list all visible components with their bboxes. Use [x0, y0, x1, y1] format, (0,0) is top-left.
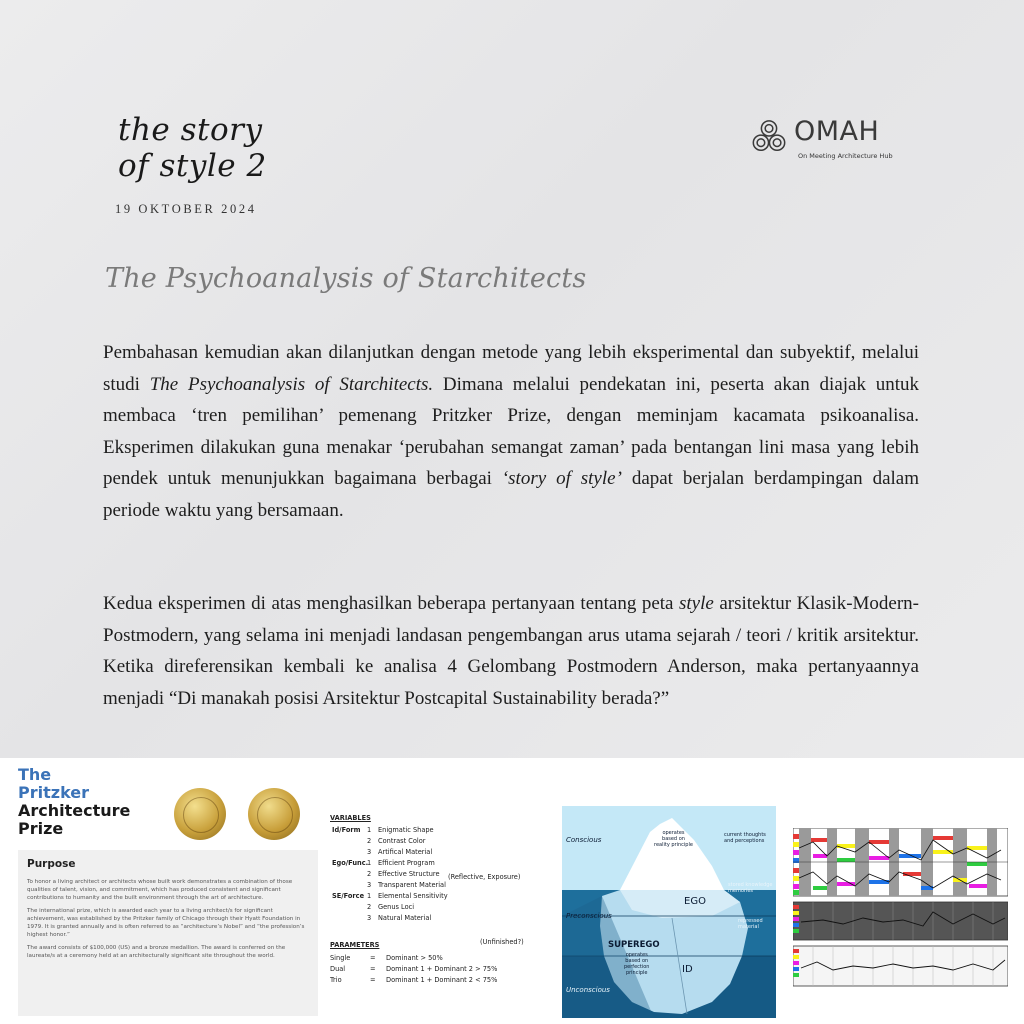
p1-text-e: dapat berjalan berdampingan dalam periode waktu yang bersamaan.: [103, 468, 919, 521]
var-item: Contrast Color: [378, 837, 426, 845]
label-preconscious: Preconscious: [566, 912, 612, 920]
var-row: [330, 914, 530, 924]
var-index: 1: [367, 826, 372, 834]
series-title: [118, 112, 318, 184]
var-index: 2: [367, 903, 372, 911]
var-item: Genus Loci: [378, 903, 415, 911]
repressed-line: repressed: [738, 918, 763, 924]
label-current-thoughts: [724, 832, 766, 844]
param-eq: =: [370, 965, 376, 973]
pritzker-title: [18, 766, 130, 838]
label-id: ID: [682, 964, 693, 975]
timeline-charts: [793, 828, 1008, 1008]
timeline-block-1: [793, 828, 1008, 896]
reality-line: operates: [662, 830, 685, 836]
perfection-line: perfection: [624, 964, 650, 970]
variables-table: [330, 814, 545, 1004]
note-reflective: (Reflective, Exposure): [448, 873, 521, 881]
p1-text-d: ‘story of style’: [501, 468, 622, 489]
p1-text-c: Dimana melalui pendekatan ini, peserta akan diajak untuk membaca ‘tren pemilihan’ pemenang Pritzker Prize, dengan meminjam kacamata psikoanalisa. Eksperimen dilakukan guna menakar ‘perubahan semangat zaman’ pada bentangan lini masa yang lebih pendek untuk menunjukkan bagaimana berbagai: [103, 373, 920, 489]
reality-line: based on: [662, 836, 685, 842]
perfection-line: operates: [625, 952, 648, 958]
event-date: 19 OKTOBER 2024: [115, 202, 257, 216]
iceberg-diagram: [562, 806, 776, 1018]
param-eq: =: [370, 976, 376, 984]
note-unfinished: (Unfinished?): [480, 938, 524, 946]
omah-logo: [750, 114, 930, 164]
paragraph-1: [103, 337, 919, 526]
var-group-label: SE/Force: [332, 892, 365, 900]
var-row: [330, 848, 530, 858]
var-item: Natural Material: [378, 914, 432, 922]
var-item: Artifical Material: [378, 848, 433, 856]
var-row: [330, 892, 530, 902]
label-perfection-principle: [624, 952, 649, 976]
var-row: [330, 881, 530, 891]
var-row: [330, 826, 530, 836]
current-line: and perceptions: [724, 838, 765, 844]
pritzker-title-4: Prize: [18, 819, 64, 838]
var-index: 2: [367, 837, 372, 845]
image-strip: [0, 758, 1024, 1024]
label-repressed-material: [738, 918, 763, 930]
perfection-line: principle: [625, 970, 648, 976]
var-item: Elemental Sensitivity: [378, 892, 448, 900]
var-group-label: Id/Form: [332, 826, 361, 834]
timeline-graphic: [793, 828, 1008, 1008]
var-index: 3: [367, 914, 372, 922]
medal-front-icon: [174, 788, 226, 840]
pritzker-title-3: Architecture: [18, 801, 131, 820]
var-item: Efficient Program: [378, 859, 435, 867]
label-superego: SUPEREGO: [608, 940, 660, 950]
p2-text-b: style: [679, 593, 714, 614]
label-ego: EGO: [684, 896, 706, 907]
timeline-block-2: [793, 902, 1008, 940]
series-title-line1: the story: [118, 112, 263, 148]
var-index: 1: [367, 892, 372, 900]
var-index: 1: [367, 859, 372, 867]
current-line: current thoughts: [724, 832, 766, 838]
var-row: [330, 859, 530, 869]
parameters-heading: PARAMETERS: [330, 941, 380, 949]
logo-subtitle: On Meeting Architecture Hub: [798, 152, 893, 160]
medal-back-icon: [248, 788, 300, 840]
purpose-para-1: To honor a living architect or architects whose built work demonstrates a combination of those qualities of talent, vision, and commitment, which has produced consistent and significant contributions to humanity and the built environment through the art of architecture.: [27, 879, 293, 901]
label-reality-principle: [654, 830, 693, 848]
variables-heading: VARIABLES: [330, 814, 371, 822]
timeline-block-3: [793, 946, 1008, 986]
p1-text-a: Pembahasan kemudian akan dilanjutkan dengan metode yang lebih eksperimental dan subyektif, melalui studi: [103, 342, 919, 395]
pritzker-title-2: Pritzker: [18, 783, 90, 802]
p2-text-c: arsitektur Klasik-Modern-Postmodern, yang selama ini menjadi landasan pengembangan arus utama sejarah / teori / kritik arsitektur. Ketika direferensikan kembali ke analisa 4 Gelombang Postmodern Anderson, maka pertanyaannya menjadi “Di manakah posisi Arsitektur Postcapital Sustainability berada?”: [103, 593, 919, 709]
logo-wordmark: OMAH: [794, 116, 880, 147]
purpose-para-2: The international prize, which is awarded each year to a living architect/s for significant achievement, was established by the Pritzker family of Chicago through their Hyatt Foundation in 1979. It is granted annually and is often referred to as “architecture’s Nobel” and “the profession’s highest honor.”: [27, 908, 305, 938]
param-label: Single: [330, 954, 351, 962]
param-row: [330, 954, 530, 964]
param-rule: Dominant 1 + Dominant 2 < 75%: [386, 976, 498, 984]
perfection-line: based on: [625, 958, 649, 964]
purpose-heading: Purpose: [27, 858, 76, 870]
repressed-line: material: [738, 924, 759, 930]
p1-text-b: The Psychoanalysis of Starchitects.: [149, 373, 434, 395]
var-item: Enigmatic Shape: [378, 826, 434, 834]
label-stored-knowledge: [728, 882, 773, 894]
triskele-logo-icon: [750, 118, 788, 156]
series-title-line2: of style 2: [118, 148, 267, 184]
purpose-box: [18, 850, 318, 1016]
var-row: [330, 837, 530, 847]
var-group-label: Ego/Func.: [332, 859, 369, 867]
var-row: [330, 903, 530, 913]
param-eq: =: [370, 954, 376, 962]
param-label: Dual: [330, 965, 346, 973]
var-index: 2: [367, 870, 372, 878]
label-conscious: Conscious: [566, 836, 602, 844]
purpose-para-3: The award consists of $100,000 (US) and a bronze medallion. The award is conferred on the laureate/s at a ceremony held at an architecturally significant site throughout the world.: [27, 945, 286, 959]
stored-line: stored knowledge: [728, 882, 773, 888]
reality-line: reality principle: [654, 842, 693, 848]
param-row: [330, 965, 530, 975]
var-item: Effective Structure: [378, 870, 440, 878]
param-row: [330, 976, 530, 986]
param-label: Trio: [330, 976, 342, 984]
var-index: 3: [367, 881, 372, 889]
param-rule: Dominant > 50%: [386, 954, 443, 962]
article-heading: The Psychoanalysis of Starchitects: [105, 263, 587, 294]
label-unconscious: Unconscious: [566, 986, 610, 994]
stored-line: memories: [728, 888, 754, 894]
pritzker-title-1: The: [18, 765, 52, 784]
paragraph-2: [103, 588, 919, 714]
p2-text-a: Kedua eksperimen di atas menghasilkan beberapa pertanyaan tentang peta: [103, 593, 679, 614]
var-item: Transparent Material: [378, 881, 446, 889]
pritzker-panel: [18, 766, 318, 1016]
param-rule: Dominant 1 + Dominant 2 > 75%: [386, 965, 498, 973]
var-index: 3: [367, 848, 372, 856]
